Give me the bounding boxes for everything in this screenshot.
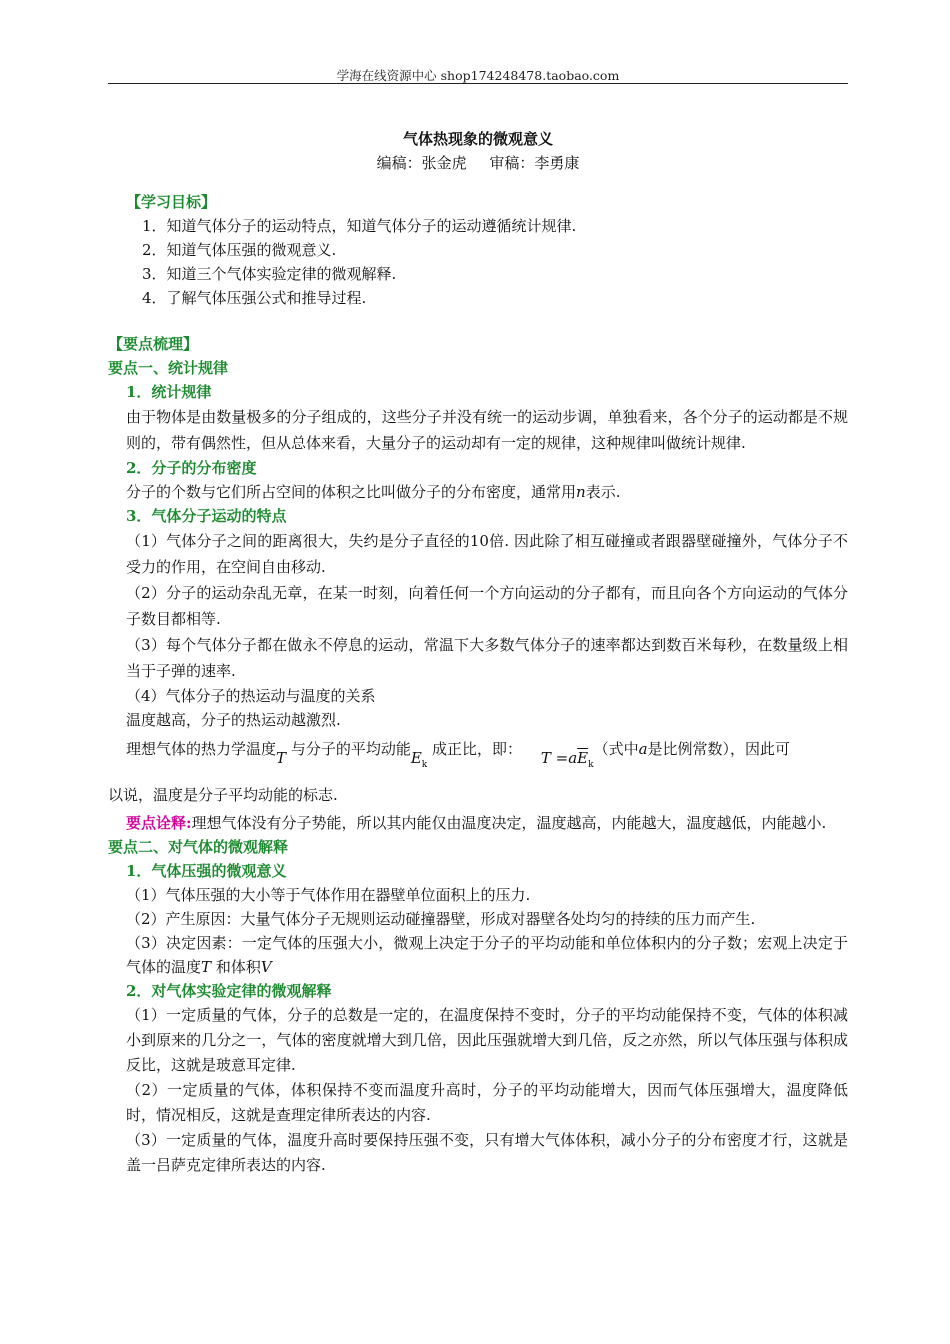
item1-text-a: （1）气体分子之间的距离很大，失约是分子直径的 <box>126 532 470 550</box>
goal-item-4: 4．了解气体压强公式和推导过程. <box>142 289 367 307</box>
item3-volume: V <box>260 958 272 976</box>
density-text-b: 表示. <box>585 483 621 501</box>
page-header: 学海在线资源中心 shop174248478.taobao.com <box>336 68 620 83</box>
point2-s1-item3 <box>108 931 848 979</box>
point2-s2-item1: （1）一定质量的气体，分子的总数是一定的，在温度保持不变时，分子的平均动能保持不变，气体的体积减小到原来的几分之一，气体的密度就增大到几倍，因此压强就增大到几倍，反之亦然，所以气体压强与体积成反比，这就是玻意耳定律. <box>126 1006 848 1074</box>
kinetic-energy-symbol <box>410 749 428 770</box>
goals-heading: 【学习目标】 <box>126 193 217 211</box>
proportional-formula <box>540 749 594 770</box>
kinetic-energy-letter: E <box>410 749 422 767</box>
point1-note <box>108 811 848 835</box>
point1-s1-text: 由于物体是由数量极多的分子组成的，这些分子并没有统一的运动步调，单独看来，各个分子的运动都是不规则的，带有偶然性，但从总体来看，大量分子的运动却有一定的规律，这种规律叫做统计规律. <box>126 408 848 452</box>
point1-s3-item4: （4）气体分子的热运动与温度的关系 <box>126 687 376 705</box>
temperature-symbol: T <box>276 749 287 767</box>
ideal-text-c: 成正比，即： <box>432 740 523 758</box>
ideal-text-d: （式中 <box>593 740 639 758</box>
document-title: 气体热现象的微观意义 <box>402 130 553 148</box>
goal-item-2: 2．知道气体压强的微观意义. <box>142 241 337 259</box>
ideal-text-b: 与分子的平均动能 <box>290 740 411 758</box>
point1-s3-heading: 3．气体分子运动的特点 <box>126 507 287 525</box>
ideal-text-e: 是比例常数），因此可 <box>647 740 791 758</box>
formula-subscript: k <box>588 760 594 770</box>
ideal-gas-conclusion: 以说，温度是分子平均动能的标志. <box>108 786 338 804</box>
formula-constant: a <box>568 749 578 767</box>
goal-item-1: 1．知道气体分子的运动特点，知道气体分子的运动遵循统计规律. <box>142 217 577 235</box>
point1-s3-item3: （3）每个气体分子都在做永不停息的运动，常温下大多数气体分子的速率都达到数百米每秒，在数量级上相当于子弹的速率. <box>126 636 848 680</box>
point1-heading: 要点一、统计规律 <box>108 359 229 377</box>
item3-temperature: T <box>201 958 212 976</box>
point1-s3-item1 <box>108 528 848 580</box>
point2-s2-item2: （2）一定质量的气体，体积保持不变而温度升高时，分子的平均动能增大，因而气体压强增大，温度降低时，情况相反，这就是查理定律所表达的内容. <box>126 1081 848 1124</box>
header-rule <box>108 83 848 84</box>
kinetic-energy-subscript: k <box>421 760 428 770</box>
point1-s1-heading: 1．统计规律 <box>126 383 212 401</box>
goal-item-3: 3．知道三个气体实验定律的微观解释. <box>142 265 397 283</box>
item3-text-b: 和体积 <box>215 958 261 976</box>
density-text-a: 分子的个数与它们所占空间的体积之比叫做分子的分布密度，通常用 <box>126 483 577 501</box>
point1-s2-text <box>108 480 848 504</box>
point1-s3-item4-text: 温度越高，分子的热运动越激烈. <box>126 711 341 729</box>
note-label: 要点诠释: <box>126 814 192 832</box>
formula-energy: $\overline{E}$ <box>577 749 589 767</box>
ideal-text-a: 理想气体的热力学温度 <box>126 740 277 758</box>
constant-symbol: a <box>638 740 648 758</box>
point2-s2-item3: （3）一定质量的气体，温度升高时要保持压强不变，只有增大气体体积，减小分子的分布密度才行，这就是盖一吕萨克定律所表达的内容. <box>126 1131 848 1174</box>
document-body <box>108 190 848 1178</box>
authors-line <box>108 152 848 173</box>
point2-s1-item2: （2）产生原因：大量气体分子无规则运动碰撞器壁，形成对器壁各处均匀的持续的压力而产生. <box>126 910 756 928</box>
item1-number: 10 <box>469 532 489 550</box>
reviewer-credit: 审稿：李勇康 <box>489 154 580 172</box>
formula-temperature: T <box>540 749 551 767</box>
point2-s1-heading: 1．气体压强的微观意义 <box>126 862 287 880</box>
ideal-gas-relation <box>108 732 848 773</box>
point2-heading: 要点二、对气体的微观解释 <box>108 838 289 856</box>
item1-text-b: 倍. 因此除了相互碰撞或者跟器壁碰撞外，气体分子不受力的作用，在空间自由移动. <box>126 532 848 576</box>
density-variable: n <box>576 483 586 501</box>
point1-s3-item2: （2）分子的运动杂乱无章，在某一时刻，向着任何一个方向运动的分子都有，而且向各个方向运动的气体分子数目都相等. <box>126 584 848 628</box>
point2-s1-item1: （1）气体压强的大小等于气体作用在器壁单位面积上的压力. <box>126 886 531 904</box>
editor-credit: 编稿：张金虎 <box>376 154 467 172</box>
review-heading: 【要点梳理】 <box>108 335 199 353</box>
point2-s2-heading: 2．对气体实验定律的微观解释 <box>126 982 332 1000</box>
point1-s2-heading: 2．分子的分布密度 <box>126 459 257 477</box>
note-text: 理想气体没有分子势能，所以其内能仅由温度决定，温度越高，内能越大，温度越低，内能越小. <box>191 814 827 832</box>
formula-equals: = <box>555 749 569 767</box>
item3-text-a: （3）决定因素：一定气体的压强大小，微观上决定于分子的平均动能和单位体积内的分子数；宏观上决定于气体的温度 <box>126 934 848 976</box>
